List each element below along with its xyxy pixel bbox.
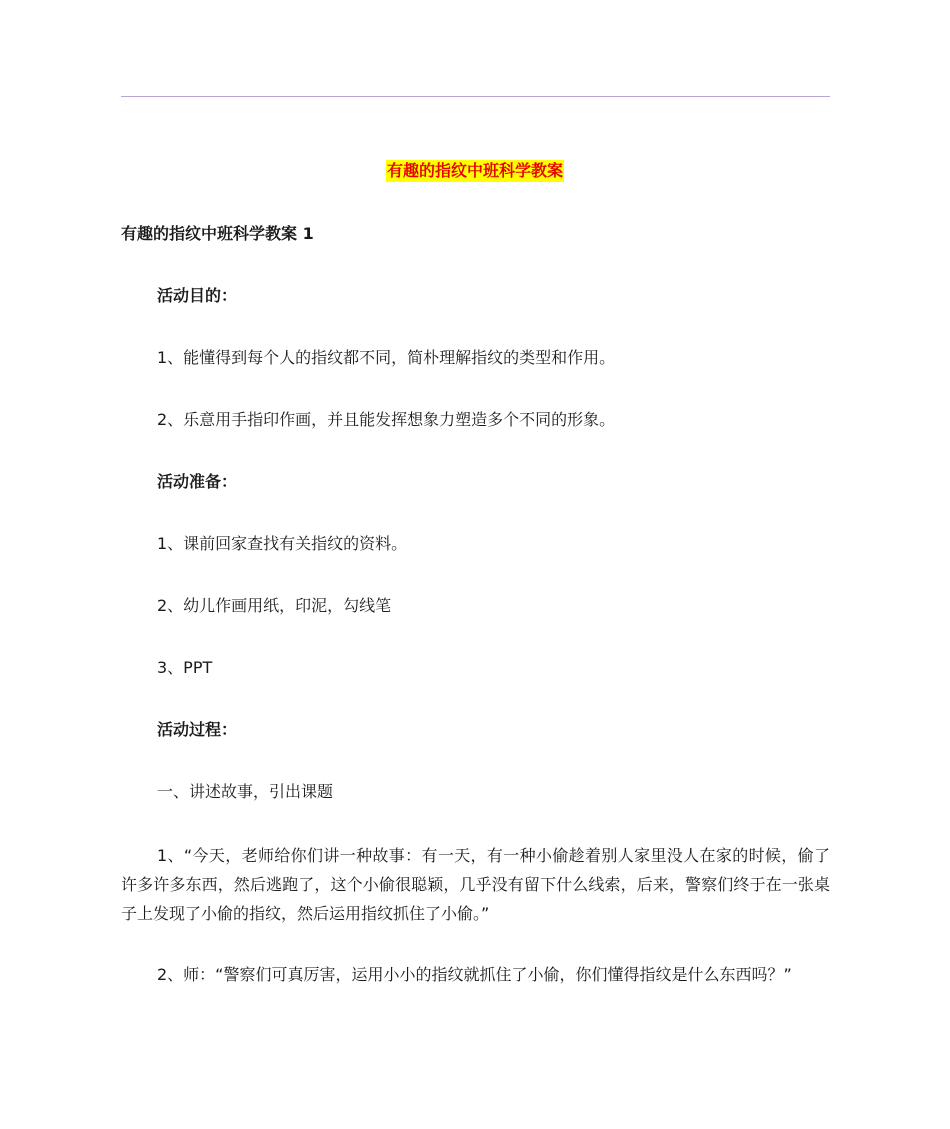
goal-heading: 活动目的： — [157, 286, 238, 305]
goal-item: 2、乐意用手指印作画，并且能发挥想象力塑造多个不同的形象。 — [157, 410, 616, 429]
paragraph: 1、“今天，老师给你们讲一种故事：有一天，有一种小偷趁着别人家里没人在家的时候，偷了许多许多东西，然后逃跑了，这个小偷很聪颖，几乎没有留下什么线索，后来，警察们终于在一张桌子上发现了小偷的指纹，然后运用指纹抓住了小偷。” — [121, 846, 830, 923]
prep-item: 3、PPT — [157, 658, 213, 677]
goal-item: 1、能懂得到每个人的指纹都不同，简朴理解指纹的类型和作用。 — [157, 348, 616, 367]
process-subheading: 一、讲述故事，引出课题 — [157, 782, 334, 801]
header-divider — [121, 96, 830, 97]
prep-heading: 活动准备： — [157, 472, 238, 491]
process-heading: 活动过程： — [157, 720, 238, 739]
document-title: 有趣的指纹中班科学教案 — [386, 161, 563, 180]
paragraph: 2、师：“警察们可真厉害，运用小小的指纹就抓住了小偷，你们懂得指纹是什么东西吗？” — [157, 965, 792, 984]
prep-item: 1、课前回家查找有关指纹的资料。 — [157, 534, 408, 553]
section-heading: 有趣的指纹中班科学教案 1 — [121, 224, 314, 243]
title-container — [0, 160, 950, 182]
prep-item: 2、幼儿作画用纸，印泥，勾线笔 — [157, 596, 392, 615]
